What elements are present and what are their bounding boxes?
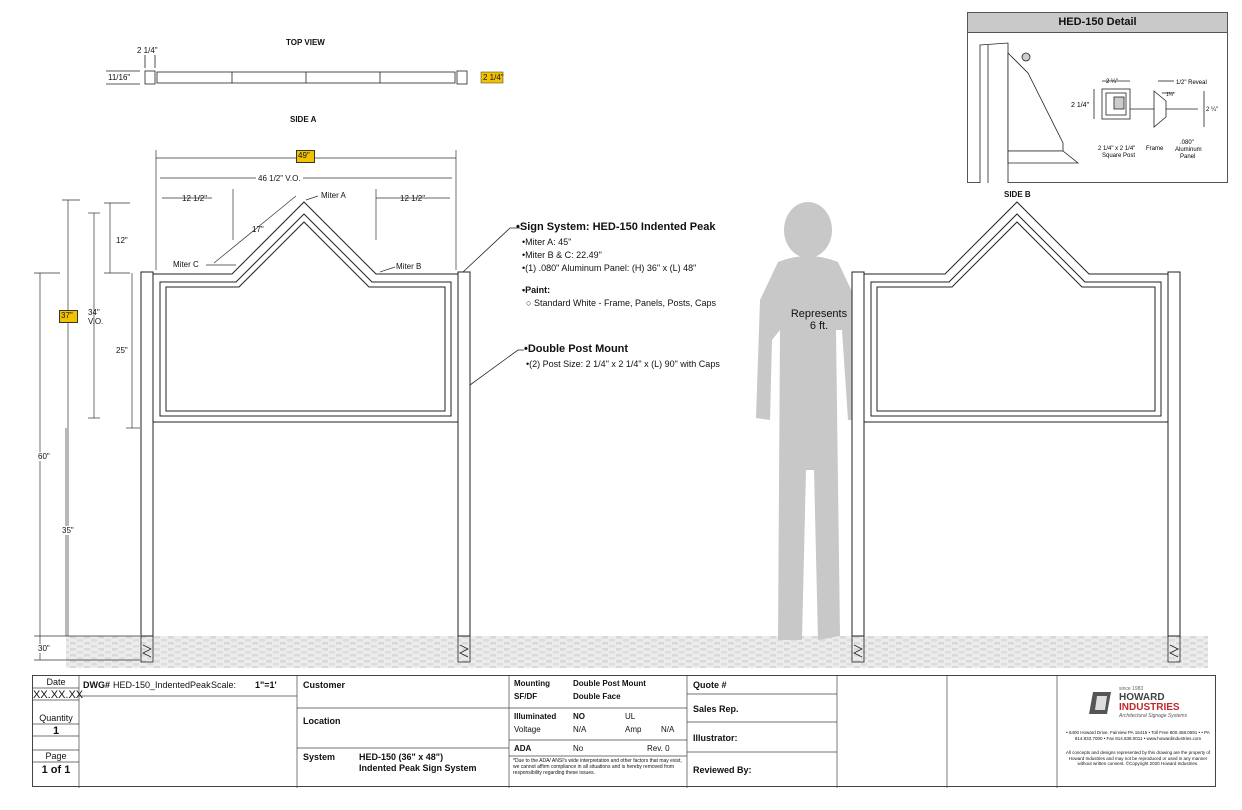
company-block [1061, 678, 1215, 786]
ada-value: No [573, 744, 584, 753]
illuminated-value: NO [573, 712, 585, 721]
miter-b-label: Miter B [396, 262, 422, 271]
peak-height: 12" [116, 236, 128, 245]
side-b-title: SIDE B [1004, 190, 1031, 199]
top-right-post: 2 1/4" [483, 73, 504, 82]
svg-text:Aluminum: Aluminum [1175, 147, 1202, 153]
leader-sign-system [463, 228, 520, 272]
title-block [32, 675, 1216, 787]
svg-text:2 1/4" x 2 1/4": 2 1/4" x 2 1/4" [1098, 146, 1136, 152]
illustrator-label: Illustrator: [693, 733, 738, 743]
overall-height: 37" [61, 311, 73, 320]
svg-text:2 1/4": 2 1/4" [1071, 102, 1090, 109]
svg-text:Panel: Panel [1180, 154, 1196, 160]
side-b-sign [852, 202, 1180, 636]
miter-a-label: Miter A [321, 191, 346, 200]
sign-item-3: •(1) .080" Aluminum Panel: (H) 36" x (L) 48" [522, 263, 697, 273]
side-a-title: SIDE A [290, 115, 317, 124]
amp-value: N/A [661, 725, 675, 734]
paint-title: •Paint: [522, 285, 551, 295]
svg-text:1/2" Reveal: 1/2" Reveal [1176, 80, 1207, 86]
detail-box [967, 12, 1228, 183]
mount-item: •(2) Post Size: 2 1/4" x 2 1/4" x (L) 90" with Caps [526, 359, 720, 369]
peak-side-length: 17" [252, 225, 264, 234]
dwg-label: DWG# [83, 680, 110, 690]
vo-height: 34" [88, 308, 100, 317]
svg-text:2 ¼": 2 ¼" [1206, 107, 1219, 113]
mount-note [524, 343, 720, 369]
company-address: • 6400 Howard Drive, Fairview PA 16415 • Toll Free 800.458.0591 • • PA 814.833.7000 • Fax 814.838.0011 • www.howardindustries.com [1066, 730, 1210, 741]
post-above-height: 60" [38, 452, 50, 461]
svg-text:.080": .080" [1180, 140, 1194, 146]
svg-text:Square Post: Square Post [1102, 153, 1136, 159]
rev-label: Rev. 0 [647, 744, 670, 753]
detail-drawing [968, 33, 1227, 183]
page-value: 1 of 1 [41, 764, 71, 776]
leader-mount [470, 350, 524, 385]
paint-item: ○ Standard White - Frame, Panels, Posts, Caps [526, 298, 717, 308]
top-post-width: 2 1/4" [137, 46, 158, 55]
sign-item-1: •Miter A: 45" [522, 237, 572, 247]
customer-label: Customer [303, 680, 346, 690]
sign-system-note [516, 221, 716, 308]
vo-width: 46 1/2" V.O. [258, 174, 301, 183]
top-view-title: TOP VIEW [286, 38, 325, 47]
ground-texture [66, 636, 1208, 668]
ada-label: ADA [514, 744, 532, 753]
scale-label: Scale: [211, 680, 237, 690]
bury-depth: 30" [38, 644, 50, 653]
system-value-line2: Indented Peak Sign System [359, 763, 477, 773]
top-depth: 11/16" [108, 73, 131, 82]
company-copyright: All concepts and designs represented by this drawing are the property of Howard Industries and may not be reproduced or used in any manner without written consent. ©Copyright 2020 Howard Industries. [1065, 750, 1211, 766]
overall-width: 49" [298, 151, 310, 160]
top-view-drawing [106, 55, 467, 84]
location-label: Location [303, 716, 341, 726]
voltage-value: N/A [573, 725, 587, 734]
person-silhouette [756, 202, 862, 640]
mounting-value: Double Post Mount [573, 679, 646, 688]
miter-c-label: Miter C [173, 260, 199, 269]
sfdf-value: Double Face [573, 692, 621, 701]
sign-system-title: •Sign System: HED-150 Indented Peak [516, 221, 716, 233]
system-value-line1: HED-150 (36" x 48") [359, 752, 444, 762]
page-label: Page [45, 751, 67, 761]
detail-title: HED-150 Detail [968, 13, 1227, 33]
company-logo-icon [1089, 690, 1113, 716]
voltage-label: Voltage [514, 725, 541, 734]
svg-text:Frame: Frame [1146, 146, 1164, 152]
mount-title: •Double Post Mount [524, 343, 629, 355]
person-label: Represents 6 ft. [790, 308, 848, 332]
post-lower-height: 35" [62, 526, 74, 535]
company-name-line1: HOWARD [1119, 692, 1165, 703]
quantity-label: Quantity [39, 713, 73, 723]
sfdf-label: SF/DF [514, 692, 538, 701]
ul-label: UL [625, 712, 636, 721]
company-since: since 1983 [1119, 686, 1144, 692]
quote-label: Quote # [693, 680, 727, 690]
panel-height: 25" [116, 346, 128, 355]
svg-text:2 ¼": 2 ¼" [1106, 79, 1119, 85]
date-value: XX.XX.XX [33, 689, 84, 701]
scale-value: 1"=1' [255, 680, 277, 690]
date-label: Date [46, 677, 66, 687]
amp-label: Amp [625, 725, 642, 734]
mounting-label: Mounting [514, 679, 550, 688]
company-tagline: Architectural Signage Systems [1119, 713, 1188, 719]
vo-height-suffix: V.O. [88, 317, 104, 326]
svg-text:1¼": 1¼" [1166, 92, 1175, 98]
ada-disclaimer: *Due to the ADA/ ANSI's wide interpretation and other factors that may exist, we cannot affirm compliance in all situations and is hereby removed from responsibility regarding these issues. [513, 758, 682, 776]
system-label: System [303, 752, 336, 762]
company-name-line2: INDUSTRIES [1119, 702, 1180, 713]
illuminated-label: Illuminated [514, 712, 557, 721]
left-offset: 12 1/2" [182, 194, 208, 203]
dwg-value: HED-150_IndentedPeak [113, 680, 211, 690]
sales-rep-label: Sales Rep. [693, 704, 739, 714]
reviewed-by-label: Reviewed By: [693, 765, 752, 775]
quantity-value: 1 [52, 725, 60, 737]
right-offset: 12 1/2" [400, 194, 426, 203]
sign-item-2: •Miter B & C: 22.49" [522, 250, 602, 260]
